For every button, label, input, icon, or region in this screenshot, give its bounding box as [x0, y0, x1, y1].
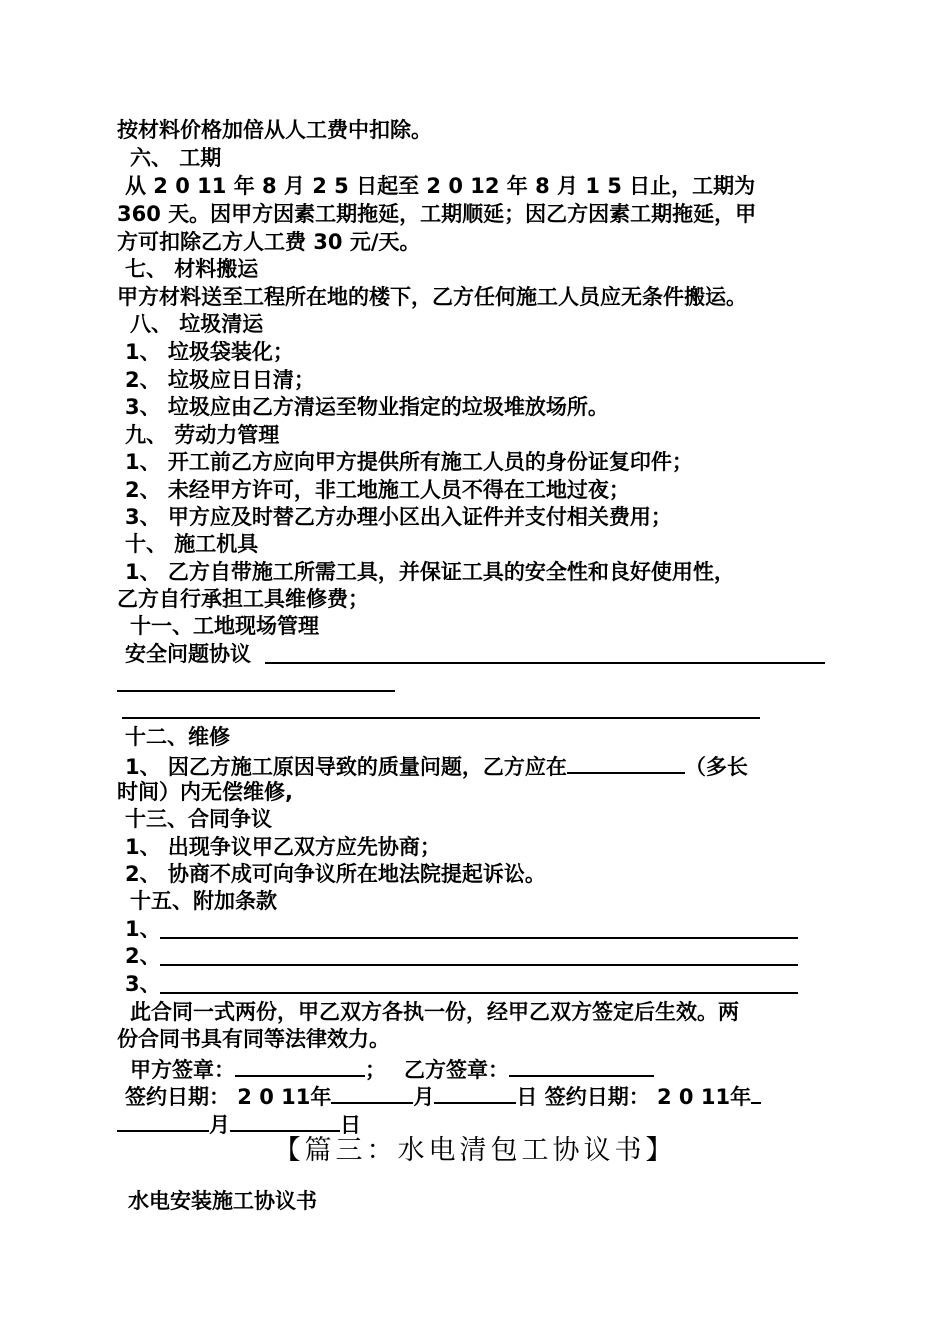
line-11: 3、 垃圾应由乙方清运至物业指定的垃圾堆放场所。: [125, 395, 609, 419]
line-01: 按材料价格加倍从人工费中扣除。: [117, 118, 432, 142]
line-28: 1、: [125, 917, 161, 941]
blank-line: [117, 1108, 209, 1132]
line-31: 此合同一式两份，甲乙双方各执一份，经甲乙双方签定后生效。两: [130, 1000, 739, 1024]
line-26: 2、 协商不成可向争议所在地法院提起诉讼。: [125, 862, 546, 886]
line-15: 3、 甲方应及时替乙方办理小区出入证件并支付相关费用；: [125, 505, 672, 529]
heading-6-schedule: 六、 工期: [130, 146, 222, 170]
month-label: 月: [209, 1113, 230, 1137]
blank-line: [230, 1108, 340, 1132]
heading-15-additional: 十五、附加条款: [130, 889, 277, 913]
blank-line: [235, 1053, 365, 1077]
repair-duration-note: （多长: [684, 755, 748, 779]
sub-title: 水电安装施工协议书: [128, 1189, 317, 1213]
heading-9-labor: 九、 劳动力管理: [125, 423, 280, 447]
blank-line: [122, 717, 760, 719]
party-a-date-label: 签约日期： 2 0 11年: [125, 1085, 332, 1109]
line-32: 份合同书具有同等法律效力。: [117, 1027, 390, 1051]
heading-12-repair: 十二、维修: [125, 725, 230, 749]
line-17: 1、 乙方自带施工所需工具，并保证工具的安全性和良好使用性，: [125, 560, 735, 584]
line-13: 1、 开工前乙方应向甲方提供所有施工人员的身份证复印件；: [125, 450, 693, 474]
line-10: 2、 垃圾应日日清；: [125, 368, 315, 392]
blank-line: [567, 750, 685, 774]
line-25: 1、 出现争议甲乙双方应先协商；: [125, 835, 441, 859]
safety-agreement-label: 安全问题协议: [125, 642, 251, 666]
party-b-date-label: 日 签约日期： 2 0 11年: [516, 1085, 752, 1109]
heading-7-material-transport: 七、 材料搬运: [125, 257, 259, 281]
line-30: 3、: [125, 972, 161, 996]
line-22: [125, 750, 845, 781]
line-04: 360 天。因甲方因素工期拖延，工期顺延；因乙方因素工期拖延，甲: [117, 202, 757, 226]
line-29: 2、: [125, 944, 161, 968]
blank-line: [434, 1080, 516, 1104]
separator: ；: [365, 1058, 386, 1082]
month-label: 月: [413, 1085, 435, 1109]
blank-line: [509, 1053, 654, 1077]
day-label: 日: [340, 1113, 361, 1137]
blank-line: [160, 992, 798, 994]
signing-date-line: [125, 1080, 845, 1111]
heading-13-disputes: 十三、合同争议: [125, 807, 272, 831]
blank-line: [331, 1080, 413, 1104]
party-b-signature-label: 乙方签章：: [404, 1058, 509, 1082]
blank-line: [160, 937, 798, 939]
line-03: 从 2 0 11 年 8 月 2 5 日起至 2 0 12 年 8 月 1 5 日止，工期为: [125, 174, 756, 198]
party-a-signature-label: 甲方签章：: [130, 1058, 235, 1082]
blank-line: [160, 964, 798, 966]
section-title: 【篇三：水电清包工协议书】: [273, 1135, 677, 1166]
line-07: 甲方材料送至工程所在地的楼下，乙方任何施工人员应无条件搬运。: [117, 285, 747, 309]
line-05: 方可扣除乙方人工费 30 元/天。: [117, 230, 421, 254]
heading-8-garbage: 八、 垃圾清运: [130, 312, 264, 336]
line-14: 2、 未经甲方许可，非工地施工人员不得在工地过夜；: [125, 478, 630, 502]
heading-11-site-management: 十一、工地现场管理: [130, 614, 319, 638]
blank-line: [751, 1080, 761, 1104]
blank-line: [265, 662, 825, 664]
blank-line: [117, 690, 395, 692]
line-18: 乙方自行承担工具维修费；: [117, 587, 369, 611]
line-23: 时间）内无偿维修,: [117, 780, 293, 804]
heading-10-tools: 十、 施工机具: [125, 532, 259, 556]
line-09: 1、 垃圾袋装化；: [125, 340, 294, 364]
repair-text: 1、 因乙方施工原因导致的质量问题，乙方应在: [125, 755, 567, 779]
